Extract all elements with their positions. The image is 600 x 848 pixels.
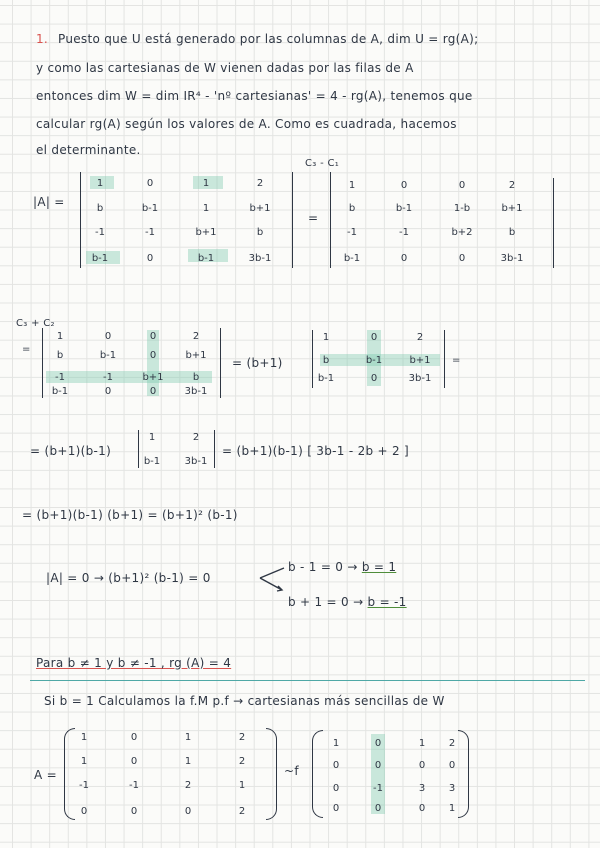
matrix-cell: 1	[418, 738, 426, 749]
matrix-cell: 1	[184, 756, 192, 767]
branch-2	[288, 595, 407, 609]
matrix-cell: 0	[146, 178, 154, 189]
branch-arrow-icon	[258, 564, 288, 594]
matrix-a-label: A =	[34, 768, 57, 782]
branch-1	[288, 560, 396, 574]
matrix-cell: 0	[448, 760, 456, 771]
matrix-cell: 3b-1	[184, 386, 208, 397]
matrix-cell: 1	[238, 780, 246, 791]
solution-b-minus-1: b = -1	[367, 595, 407, 609]
intro-line-2: y como las cartesianas de W vienen dadas por las filas de A	[36, 61, 414, 75]
divider-line	[30, 680, 585, 681]
case-b-equals-1: Si b = 1 Calculamos la f.M p.f → cartesianas más sencillas de W	[44, 694, 445, 708]
matrix-cell: 1-b	[453, 203, 471, 214]
matrix-cell: b-1	[395, 203, 413, 214]
matrix-cell: b-1	[343, 253, 361, 264]
matrix-cell: 1	[202, 203, 210, 214]
matrix-cell: 0	[374, 738, 382, 749]
branch-1-equation: b - 1 = 0 →	[288, 560, 362, 574]
matrix-cell: 0	[458, 180, 466, 191]
matrix-cell: 1	[96, 178, 104, 189]
matrix-cell: b+1	[195, 227, 217, 238]
row-equivalent-sign: ~f	[284, 764, 299, 778]
matrix-cell: 1	[184, 732, 192, 743]
equals-sign: =	[22, 344, 31, 355]
det3-prefix: = (b+1)(b-1)	[30, 444, 112, 458]
matrix-cell: 0	[332, 760, 340, 771]
matrix-cell: b	[56, 350, 64, 361]
matrix-paren-right	[266, 728, 277, 820]
matrix-cell: b	[322, 355, 330, 366]
matrix-cell: b+1	[501, 203, 523, 214]
matrix-cell: 2	[448, 738, 456, 749]
branch-2-equation: b + 1 = 0 →	[288, 595, 368, 609]
matrix-cell: 1	[332, 738, 340, 749]
determinant-bar-right	[292, 172, 293, 268]
matrix-cell: -1	[103, 372, 113, 383]
determinant-equation: |A| = 0 → (b+1)² (b-1) = 0	[46, 571, 211, 585]
matrix-cell: 2	[256, 178, 264, 189]
intro-line-3: entonces dim W = dim IR⁴ - 'nº cartesianas' = 4 - rg(A), tenemos que	[36, 89, 473, 103]
matrix-cell: b-1	[317, 373, 335, 384]
simplified-determinant: = (b+1)(b-1) (b+1) = (b+1)² (b-1)	[22, 508, 238, 522]
matrix-cell: b	[192, 372, 200, 383]
matrix-cell: 0	[104, 331, 112, 342]
matrix-cell: b-1	[365, 355, 383, 366]
matrix-cell: 0	[458, 253, 466, 264]
matrix-cell: 0	[418, 760, 426, 771]
matrix-cell: 3b-1	[500, 253, 524, 264]
matrix-cell: 1	[56, 331, 64, 342]
matrix-cell: 3b-1	[184, 456, 208, 467]
solution-b-1: b = 1	[361, 560, 397, 574]
determinant-bar-right	[220, 328, 221, 398]
matrix-cell: 2	[184, 780, 192, 791]
matrix-cell: 2	[416, 332, 424, 343]
matrix-cell: -1	[373, 783, 383, 794]
matrix-cell: b-1	[197, 253, 215, 264]
matrix-cell: 0	[104, 386, 112, 397]
matrix-cell: b+1	[409, 355, 431, 366]
matrix-cell: 1	[202, 178, 210, 189]
intro-line-1: Puesto que U está generado por las columnas de A, dim U = rg(A);	[58, 32, 479, 46]
intro-line-4: calcular rg(A) según los valores de A. Como es cuadrada, hacemos	[36, 117, 457, 131]
matrix-cell: 1	[448, 803, 456, 814]
matrix-cell: -1	[399, 227, 409, 238]
matrix-cell: 0	[130, 806, 138, 817]
matrix-cell: 0	[146, 253, 154, 264]
determinant-bar-right	[444, 330, 445, 388]
matrix-cell: 0	[184, 806, 192, 817]
matrix-cell: 0	[374, 803, 382, 814]
matrix-cell: b-1	[143, 456, 161, 467]
matrix-cell: -1	[347, 227, 357, 238]
case-rank-4: Para b ≠ 1 y b ≠ -1 , rg (A) = 4	[36, 656, 232, 670]
matrix-cell: 0	[374, 760, 382, 771]
matrix-cell: 0	[149, 331, 157, 342]
matrix-cell: b+1	[249, 203, 271, 214]
matrix-cell: 0	[332, 783, 340, 794]
matrix-cell: 2	[192, 432, 200, 443]
matrix-cell: b-1	[141, 203, 159, 214]
matrix-cell: b+2	[451, 227, 473, 238]
matrix-cell: 3b-1	[408, 373, 432, 384]
matrix-cell: 3b-1	[248, 253, 272, 264]
matrix-cell: b	[508, 227, 516, 238]
matrix-cell: 0	[400, 180, 408, 191]
matrix-cell: b	[348, 203, 356, 214]
det3-suffix: = (b+1)(b-1) [ 3b-1 - 2b + 2 ]	[222, 444, 410, 458]
matrix-cell: 0	[400, 253, 408, 264]
matrix-cell: 0	[130, 732, 138, 743]
equals-sign: =	[452, 355, 461, 366]
matrix-cell: -1	[79, 780, 89, 791]
matrix-cell: 0	[418, 803, 426, 814]
det-label: |A| =	[33, 195, 65, 209]
matrix-cell: -1	[95, 227, 105, 238]
matrix-cell: b	[256, 227, 264, 238]
matrix-cell: 0	[130, 756, 138, 767]
matrix-cell: 1	[80, 756, 88, 767]
matrix-cell: b-1	[99, 350, 117, 361]
determinant-bar-left	[330, 172, 331, 268]
equals-sign: =	[308, 211, 319, 225]
matrix-cell: 1	[348, 180, 356, 191]
matrix-cell: -1	[55, 372, 65, 383]
determinant-bar-right	[553, 178, 554, 268]
matrix-cell: 2	[238, 806, 246, 817]
matrix-cell: b-1	[91, 253, 109, 264]
factor-b-plus-1: = (b+1)	[232, 356, 283, 370]
matrix-cell: b+1	[185, 350, 207, 361]
intro-line-5: el determinante.	[36, 143, 141, 157]
matrix-cell: 3	[418, 783, 426, 794]
matrix-cell: b+1	[142, 372, 164, 383]
matrix-cell: 0	[149, 386, 157, 397]
matrix-cell: 1	[322, 332, 330, 343]
matrix-cell: 0	[370, 373, 378, 384]
matrix-cell: 3	[448, 783, 456, 794]
matrix-cell: 2	[238, 732, 246, 743]
matrix-cell: 0	[370, 332, 378, 343]
column-operation-2: C₃ + C₂	[16, 318, 55, 329]
matrix-cell: b	[96, 203, 104, 214]
matrix-cell: 1	[148, 432, 156, 443]
matrix-cell: 1	[80, 732, 88, 743]
matrix-cell: 2	[508, 180, 516, 191]
matrix-cell: 2	[192, 331, 200, 342]
matrix-cell: b-1	[51, 386, 69, 397]
exercise-number: 1.	[36, 32, 49, 46]
column-operation-1: C₃ - C₁	[305, 158, 340, 169]
matrix-cell: -1	[145, 227, 155, 238]
matrix-cell: 0	[149, 350, 157, 361]
matrix-cell: -1	[129, 780, 139, 791]
matrix-cell: 0	[80, 806, 88, 817]
matrix-cell: 0	[332, 803, 340, 814]
matrix-cell: 2	[238, 756, 246, 767]
